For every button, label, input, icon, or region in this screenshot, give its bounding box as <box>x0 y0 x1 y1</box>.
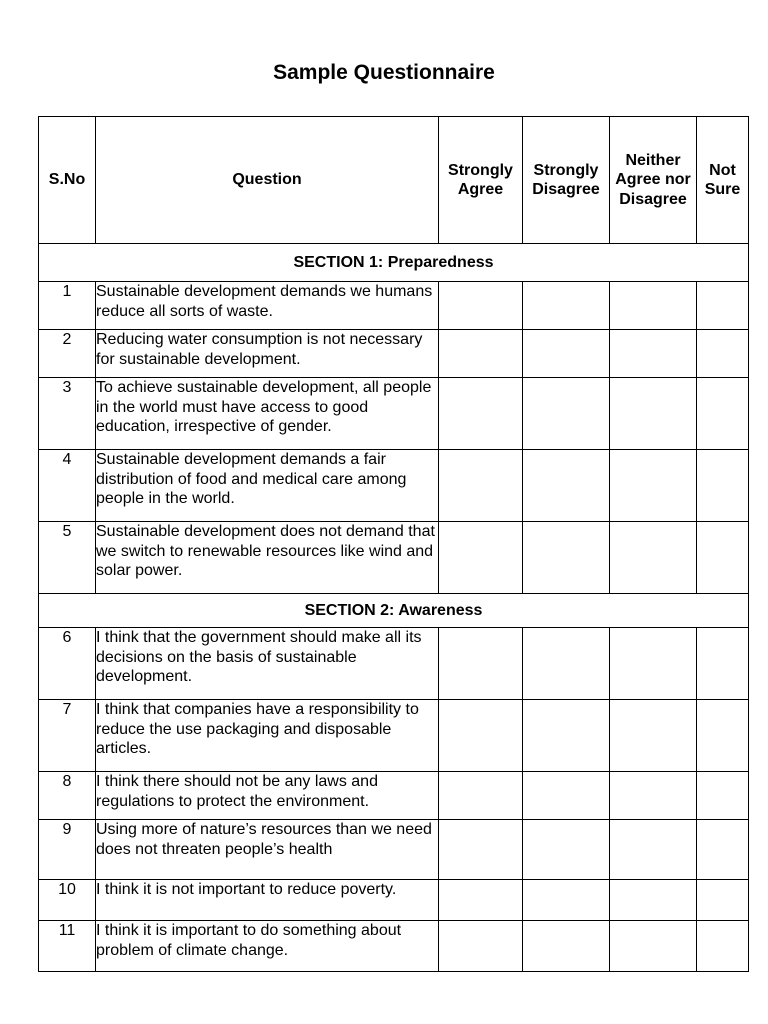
response-strongly-agree[interactable] <box>439 330 523 378</box>
table-row <box>39 330 749 378</box>
header-strongly-agree: Strongly Agree <box>439 117 523 244</box>
row-number: 3 <box>39 378 96 450</box>
response-strongly-agree[interactable] <box>439 700 523 772</box>
row-number: 5 <box>39 522 96 594</box>
table-row <box>39 820 749 880</box>
response-strongly-agree[interactable] <box>439 820 523 880</box>
section-1-label: SECTION 1: Preparedness <box>39 244 749 282</box>
row-number: 1 <box>39 282 96 330</box>
question-text: I think it is not important to reduce poverty. <box>96 880 439 921</box>
question-text: I think it is important to do something about problem of climate change. <box>96 921 439 972</box>
response-strongly-disagree[interactable] <box>523 330 610 378</box>
questionnaire-table <box>38 116 749 972</box>
row-number: 2 <box>39 330 96 378</box>
section-2-label: SECTION 2: Awareness <box>39 594 749 628</box>
response-strongly-disagree[interactable] <box>523 450 610 522</box>
response-neither[interactable] <box>610 820 697 880</box>
response-neither[interactable] <box>610 522 697 594</box>
response-not-sure[interactable] <box>697 282 749 330</box>
response-strongly-disagree[interactable] <box>523 628 610 700</box>
response-not-sure[interactable] <box>697 378 749 450</box>
response-strongly-disagree[interactable] <box>523 700 610 772</box>
response-neither[interactable] <box>610 700 697 772</box>
table-row <box>39 450 749 522</box>
response-strongly-disagree[interactable] <box>523 820 610 880</box>
table-row <box>39 378 749 450</box>
question-text: Using more of nature’s resources than we need does not threaten people’s health <box>96 820 439 880</box>
response-strongly-disagree[interactable] <box>523 522 610 594</box>
question-text: Reducing water consumption is not necessary for sustainable development. <box>96 330 439 378</box>
response-neither[interactable] <box>610 628 697 700</box>
response-not-sure[interactable] <box>697 921 749 972</box>
table-row <box>39 522 749 594</box>
response-strongly-disagree[interactable] <box>523 880 610 921</box>
response-neither[interactable] <box>610 330 697 378</box>
response-strongly-disagree[interactable] <box>523 921 610 972</box>
table-row <box>39 282 749 330</box>
response-neither[interactable] <box>610 282 697 330</box>
response-strongly-agree[interactable] <box>439 772 523 820</box>
response-strongly-agree[interactable] <box>439 378 523 450</box>
row-number: 4 <box>39 450 96 522</box>
table-row <box>39 628 749 700</box>
response-not-sure[interactable] <box>697 628 749 700</box>
section-row <box>39 594 749 628</box>
response-strongly-agree[interactable] <box>439 450 523 522</box>
header-not-sure: Not Sure <box>697 117 749 244</box>
response-neither[interactable] <box>610 378 697 450</box>
response-not-sure[interactable] <box>697 522 749 594</box>
response-not-sure[interactable] <box>697 880 749 921</box>
question-text: Sustainable development does not demand that we switch to renewable resources like wind and solar power. <box>96 522 439 594</box>
response-not-sure[interactable] <box>697 700 749 772</box>
response-strongly-agree[interactable] <box>439 522 523 594</box>
response-not-sure[interactable] <box>697 772 749 820</box>
response-strongly-agree[interactable] <box>439 628 523 700</box>
question-text: I think that companies have a responsibility to reduce the use packaging and disposable articles. <box>96 700 439 772</box>
question-text: Sustainable development demands we humans reduce all sorts of waste. <box>96 282 439 330</box>
page-title: Sample Questionnaire <box>273 61 495 84</box>
question-text: Sustainable development demands a fair distribution of food and medical care among people in the world. <box>96 450 439 522</box>
question-text: I think that the government should make all its decisions on the basis of sustainable development. <box>96 628 439 700</box>
response-strongly-agree[interactable] <box>439 880 523 921</box>
response-strongly-disagree[interactable] <box>523 772 610 820</box>
question-text: I think there should not be any laws and regulations to protect the environment. <box>96 772 439 820</box>
table-row <box>39 700 749 772</box>
header-strongly-disagree: Strongly Disagree <box>523 117 610 244</box>
response-strongly-disagree[interactable] <box>523 378 610 450</box>
table-row <box>39 772 749 820</box>
question-text: To achieve sustainable development, all people in the world must have access to good education, irrespective of gender. <box>96 378 439 450</box>
section-row <box>39 244 749 282</box>
table-row <box>39 921 749 972</box>
row-number: 7 <box>39 700 96 772</box>
response-neither[interactable] <box>610 772 697 820</box>
response-not-sure[interactable] <box>697 330 749 378</box>
header-neither-agree-nor-disagree: Neither Agree nor Disagree <box>610 117 697 244</box>
row-number: 10 <box>39 880 96 921</box>
response-not-sure[interactable] <box>697 450 749 522</box>
header-sno: S.No <box>39 117 96 244</box>
response-neither[interactable] <box>610 921 697 972</box>
row-number: 6 <box>39 628 96 700</box>
row-number: 9 <box>39 820 96 880</box>
response-strongly-agree[interactable] <box>439 282 523 330</box>
response-not-sure[interactable] <box>697 820 749 880</box>
response-strongly-disagree[interactable] <box>523 282 610 330</box>
row-number: 8 <box>39 772 96 820</box>
row-number: 11 <box>39 921 96 972</box>
header-row <box>39 117 749 244</box>
response-neither[interactable] <box>610 450 697 522</box>
response-strongly-agree[interactable] <box>439 921 523 972</box>
response-neither[interactable] <box>610 880 697 921</box>
header-question: Question <box>96 117 439 244</box>
table-row <box>39 880 749 921</box>
